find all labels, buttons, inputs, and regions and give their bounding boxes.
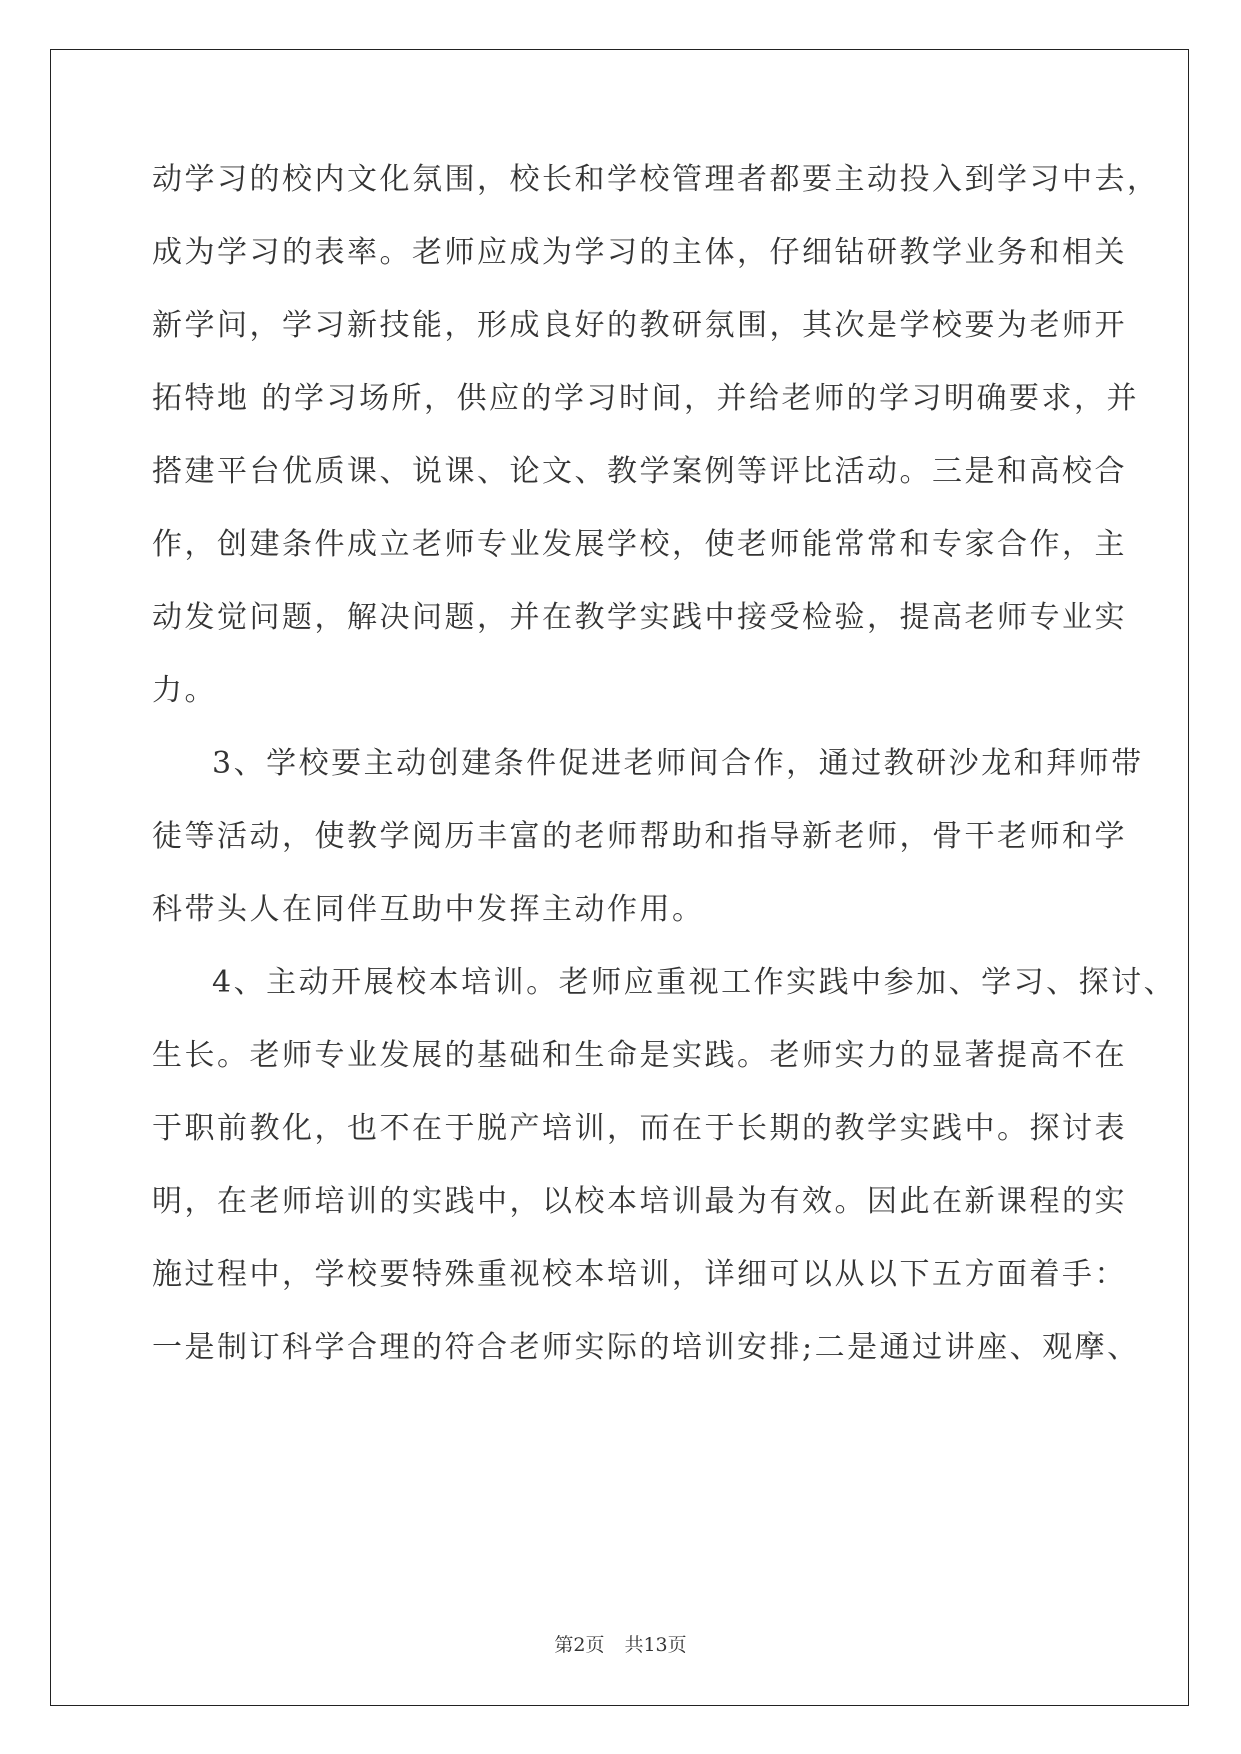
paragraph-3-line-1: 4、主动开展校本培训。老师应重视工作实践中参加、学习、探讨、 (212, 965, 1177, 1000)
paragraph-2-line-1: 3、学校要主动创建条件促进老师间合作，通过教研沙龙和拜师带 (212, 746, 1144, 781)
paragraph-1-line-5: 搭建平台优质课、说课、论文、教学案例等评比活动。三是和高校合 (152, 454, 1127, 489)
paragraph-3-line-4: 明，在老师培训的实践中，以校本培训最为有效。因此在新课程的实 (152, 1184, 1127, 1219)
page-number: 第2页 (554, 1634, 605, 1656)
paragraph-3-line-2: 生长。老师专业发展的基础和生命是实践。老师实力的显著提高不在 (152, 1038, 1127, 1073)
paragraph-1-line-2: 成为学习的表率。老师应成为学习的主体，仔细钻研教学业务和相关 (152, 235, 1127, 270)
paragraph-1-line-6: 作，创建条件成立老师专业发展学校，使老师能常常和专家合作，主 (152, 527, 1127, 562)
paragraph-1-line-8: 力。 (152, 673, 217, 708)
paragraph-3-line-5: 施过程中，学校要特殊重视校本培训，详细可以从以下五方面着手： (152, 1257, 1127, 1292)
paragraph-1-line-7: 动发觉问题，解决问题，并在教学实践中接受检验，提高老师专业实 (152, 600, 1127, 635)
paragraph-3-line-6: 一是制订科学合理的符合老师实际的培训安排;二是通过讲座、观摩、 (152, 1330, 1140, 1365)
paragraph-3-line-3: 于职前教化，也不在于脱产培训，而在于长期的教学实践中。探讨表 (152, 1111, 1127, 1146)
paragraph-2-line-2: 徒等活动，使教学阅历丰富的老师帮助和指导新老师，骨干老师和学 (152, 819, 1127, 854)
page-border (50, 49, 1189, 1706)
paragraph-1-line-1: 动学习的校内文化氛围，校长和学校管理者都要主动投入到学习中去， (152, 162, 1160, 197)
page-footer (0, 1632, 1241, 1658)
paragraph-1-line-4: 拓特地 的学习场所，供应的学习时间，并给老师的学习明确要求，并 (152, 381, 1140, 416)
paragraph-2-line-3: 科带头人在同伴互助中发挥主动作用。 (152, 892, 705, 927)
page-total: 共13页 (624, 1634, 687, 1656)
paragraph-1-line-3: 新学问，学习新技能，形成良好的教研氛围，其次是学校要为老师开 (152, 308, 1127, 343)
